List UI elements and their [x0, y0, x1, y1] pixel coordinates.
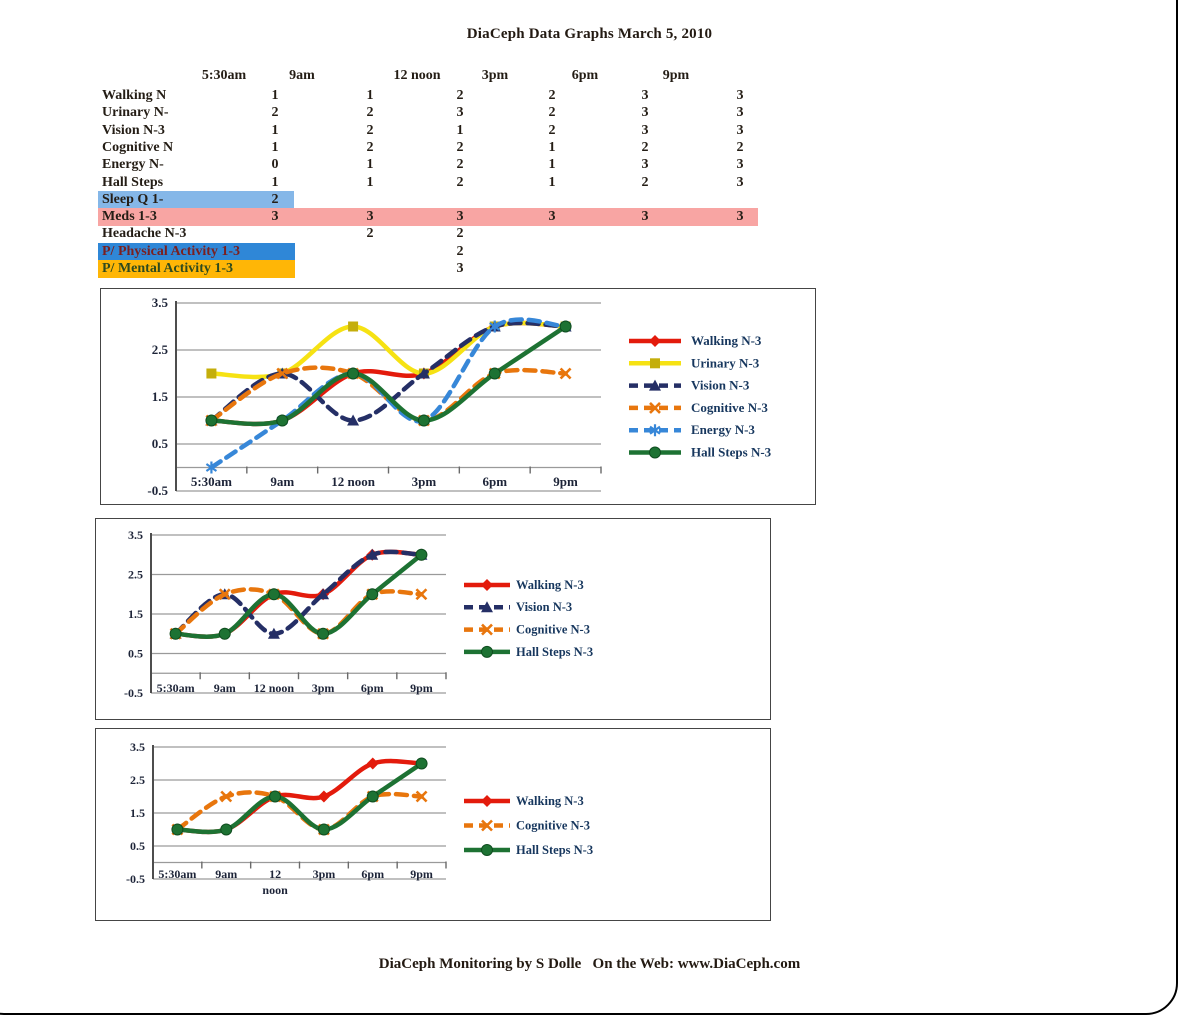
cell-value: 2	[366, 226, 374, 242]
y-tick-label: 1.5	[130, 805, 145, 820]
diamond-marker	[481, 795, 493, 807]
table-row	[98, 261, 778, 278]
x-axis-labels	[191, 474, 578, 489]
cell-value: 3	[736, 122, 744, 138]
table-row	[98, 157, 778, 174]
legend-label: Hall Steps N-3	[516, 842, 594, 857]
y-tick-label: -0.5	[147, 482, 168, 498]
cell-value: 3	[641, 157, 649, 173]
cell-value: 2	[456, 88, 464, 103]
row-label: Headache N-3	[102, 226, 187, 242]
cell-value: 3	[271, 209, 279, 225]
circle-marker	[172, 824, 183, 835]
square-marker	[650, 358, 660, 368]
legend-label: Vision N-3	[691, 377, 750, 393]
circle-marker	[482, 646, 493, 657]
cell-value: 2	[366, 105, 374, 121]
x-tick-label: 9pm	[410, 866, 433, 881]
legend-item	[464, 843, 593, 857]
x-tick-label: 6pm	[361, 866, 385, 881]
cell-value: 2	[548, 88, 556, 103]
cell-value: 3	[736, 209, 744, 225]
cell-value: 3	[736, 174, 744, 190]
legend-label: Walking N-3	[691, 332, 762, 348]
legend-label: Walking N-3	[516, 793, 584, 808]
time-header: 5:30am	[201, 68, 247, 83]
y-tick-label: -0.5	[126, 871, 145, 886]
y-tick-label: 3.5	[130, 739, 145, 754]
legend-item	[464, 578, 584, 592]
table-row	[98, 226, 778, 243]
y-tick-label: 2.5	[128, 567, 143, 582]
x-tick-label: 6pm	[482, 473, 508, 489]
x-tick-label: 9am	[270, 473, 295, 489]
cell-value: 2	[456, 139, 464, 155]
cell-value: 3	[548, 209, 556, 225]
y-tick-label: 3.5	[151, 294, 168, 310]
series-line	[176, 552, 422, 637]
legend	[629, 333, 772, 460]
x-axis-labels	[158, 867, 433, 897]
y-tick-label: 2.5	[151, 341, 168, 357]
table-row	[98, 123, 778, 140]
circle-marker	[268, 589, 279, 600]
time-header: 9pm	[662, 68, 690, 83]
row-label: Vision N-3	[102, 122, 165, 138]
cell-value: 3	[641, 209, 649, 225]
cell-value: 2	[641, 174, 649, 190]
y-tick-label: -0.5	[124, 685, 143, 700]
square-marker	[348, 322, 358, 332]
cell-value: 0	[271, 157, 279, 173]
table-row	[98, 244, 778, 261]
table-row	[98, 88, 778, 105]
circle-marker	[221, 824, 232, 835]
cell-value: 1	[456, 122, 464, 138]
time-header: 3pm	[481, 68, 509, 83]
legend-item	[629, 378, 750, 393]
cell-value: 1	[271, 174, 279, 190]
legend-label: Hall Steps N-3	[691, 444, 772, 460]
chart-3-box	[95, 728, 771, 921]
legend-item	[629, 400, 768, 415]
cell-value: 1	[271, 139, 279, 155]
page-footer: DiaCeph Monitoring by S Dolle On the Web: www.DiaCeph.com	[378, 956, 801, 972]
legend-item	[464, 818, 590, 832]
row-label: Walking N	[102, 88, 167, 103]
legend-label: Vision N-3	[516, 600, 573, 615]
legend-label: Walking N-3	[516, 577, 584, 592]
y-tick-label: 0.5	[130, 838, 145, 853]
x-tick-label: 9pm	[410, 680, 433, 695]
cell-value: 2	[271, 191, 279, 207]
page-title: DiaCeph Data Graphs March 5, 2010	[466, 26, 713, 42]
data-table	[98, 64, 778, 282]
cell-value: 2	[456, 243, 464, 259]
row-label: Meds 1-3	[102, 209, 157, 225]
x-tick-label: 9pm	[553, 473, 578, 489]
cell-value: 3	[641, 105, 649, 121]
series-walking-n-3	[205, 321, 571, 427]
circle-marker	[416, 758, 427, 769]
row-label: P/ Physical Activity 1-3	[102, 243, 241, 259]
x-tick-label: 5:30am	[156, 680, 195, 695]
legend-item	[464, 622, 590, 636]
time-header: 12 noon	[393, 68, 441, 83]
circle-marker	[418, 415, 429, 426]
chart-3-svg	[96, 729, 772, 922]
chart-1-svg	[101, 289, 817, 506]
cell-value: 3	[736, 157, 744, 173]
chart-1-box	[100, 288, 816, 505]
diamond-marker	[649, 335, 661, 347]
x-tick-label: 12 noon	[253, 680, 295, 695]
y-tick-label: 0.5	[151, 435, 168, 451]
series-walking-n-3	[171, 758, 427, 836]
circle-marker	[482, 845, 493, 856]
legend-label: Cognitive N-3	[691, 399, 768, 415]
legend-item	[464, 600, 572, 614]
time-header: 6pm	[571, 68, 599, 83]
cell-value: 2	[456, 157, 464, 173]
circle-marker	[270, 791, 281, 802]
cell-value: 1	[366, 174, 374, 190]
diamond-marker	[481, 579, 493, 591]
circle-marker	[489, 368, 500, 379]
cell-value: 3	[736, 105, 744, 121]
legend	[464, 794, 593, 857]
cell-value: 2	[456, 226, 464, 242]
cell-value: 1	[548, 157, 556, 173]
cell-value: 2	[548, 122, 556, 138]
table-row	[98, 209, 778, 226]
cell-value: 3	[456, 209, 464, 225]
x-tick-label: 5:30am	[158, 866, 197, 881]
cell-value: 3	[641, 122, 649, 138]
x-tick-label: 3pm	[311, 680, 335, 695]
circle-marker	[560, 321, 571, 332]
cell-value: 1	[366, 88, 374, 103]
legend-item	[629, 422, 755, 437]
circle-marker	[416, 549, 427, 560]
circle-marker	[348, 368, 359, 379]
circle-marker	[318, 628, 329, 639]
table-row	[98, 140, 778, 157]
circle-marker	[170, 628, 181, 639]
legend-label: Cognitive N-3	[516, 818, 590, 833]
table-row	[98, 105, 778, 122]
cell-value: 2	[366, 122, 374, 138]
cell-value: 1	[271, 88, 279, 103]
legend	[464, 578, 593, 659]
legend-label: Urinary N-3	[691, 355, 760, 371]
chart-2-svg	[96, 519, 772, 721]
cell-value: 3	[366, 209, 374, 225]
x-tick-label: 9am	[213, 680, 236, 695]
cell-value: 3	[641, 88, 649, 103]
x-tick-label: 12 noon	[262, 866, 288, 897]
cell-value: 2	[456, 174, 464, 190]
y-tick-label: 2.5	[130, 772, 145, 787]
legend-item	[629, 333, 762, 348]
circle-marker	[367, 791, 378, 802]
cell-value: 3	[456, 105, 464, 121]
row-label: Energy N-	[102, 157, 164, 173]
row-label: Urinary N-	[102, 105, 169, 121]
table-row	[98, 192, 778, 209]
legend-label: Energy N-3	[691, 422, 755, 438]
cell-value: 2	[271, 105, 279, 121]
legend-item	[464, 794, 584, 808]
cell-value: 1	[366, 157, 374, 173]
row-label: Cognitive N	[102, 139, 174, 155]
legend-label: Cognitive N-3	[516, 622, 590, 637]
circle-marker	[219, 628, 230, 639]
x-tick-label: 5:30am	[190, 473, 233, 489]
series-line	[211, 320, 565, 468]
time-header: 9am	[289, 68, 315, 83]
cell-value: 2	[736, 139, 744, 155]
x-tick-label: 9am	[215, 866, 238, 881]
series-walking-n-3	[170, 549, 428, 640]
legend-item	[464, 645, 593, 659]
x-tick-label: 6pm	[360, 680, 384, 695]
circle-marker	[318, 824, 329, 835]
circle-marker	[277, 415, 288, 426]
square-marker	[206, 369, 216, 379]
row-label: P/ Mental Activity 1-3	[102, 261, 234, 276]
circle-marker	[650, 447, 661, 458]
chart-2-box	[95, 518, 771, 720]
cell-value: 1	[548, 174, 556, 190]
legend-label: Hall Steps N-3	[516, 644, 594, 659]
cell-value: 3	[736, 88, 744, 103]
legend-item	[629, 444, 772, 459]
y-tick-label: 1.5	[151, 388, 168, 404]
circle-marker	[367, 589, 378, 600]
circle-marker	[206, 415, 217, 426]
legend-item	[629, 355, 760, 370]
table-row	[98, 175, 778, 192]
cell-value: 2	[641, 139, 649, 155]
cell-value: 2	[366, 139, 374, 155]
cell-value: 1	[548, 139, 556, 155]
y-tick-label: 0.5	[128, 646, 143, 661]
x-tick-label: 3pm	[312, 866, 336, 881]
cell-value: 1	[271, 122, 279, 138]
y-tick-label: 1.5	[128, 606, 143, 621]
y-tick-label: 3.5	[128, 527, 143, 542]
x-tick-label: 12 noon	[331, 473, 375, 489]
cell-value: 3	[456, 261, 464, 276]
x-tick-label: 3pm	[411, 473, 437, 489]
series-line	[211, 323, 565, 424]
row-label: Hall Steps	[102, 174, 164, 190]
cell-value: 2	[548, 105, 556, 121]
row-label: Sleep Q 1-	[102, 191, 164, 207]
